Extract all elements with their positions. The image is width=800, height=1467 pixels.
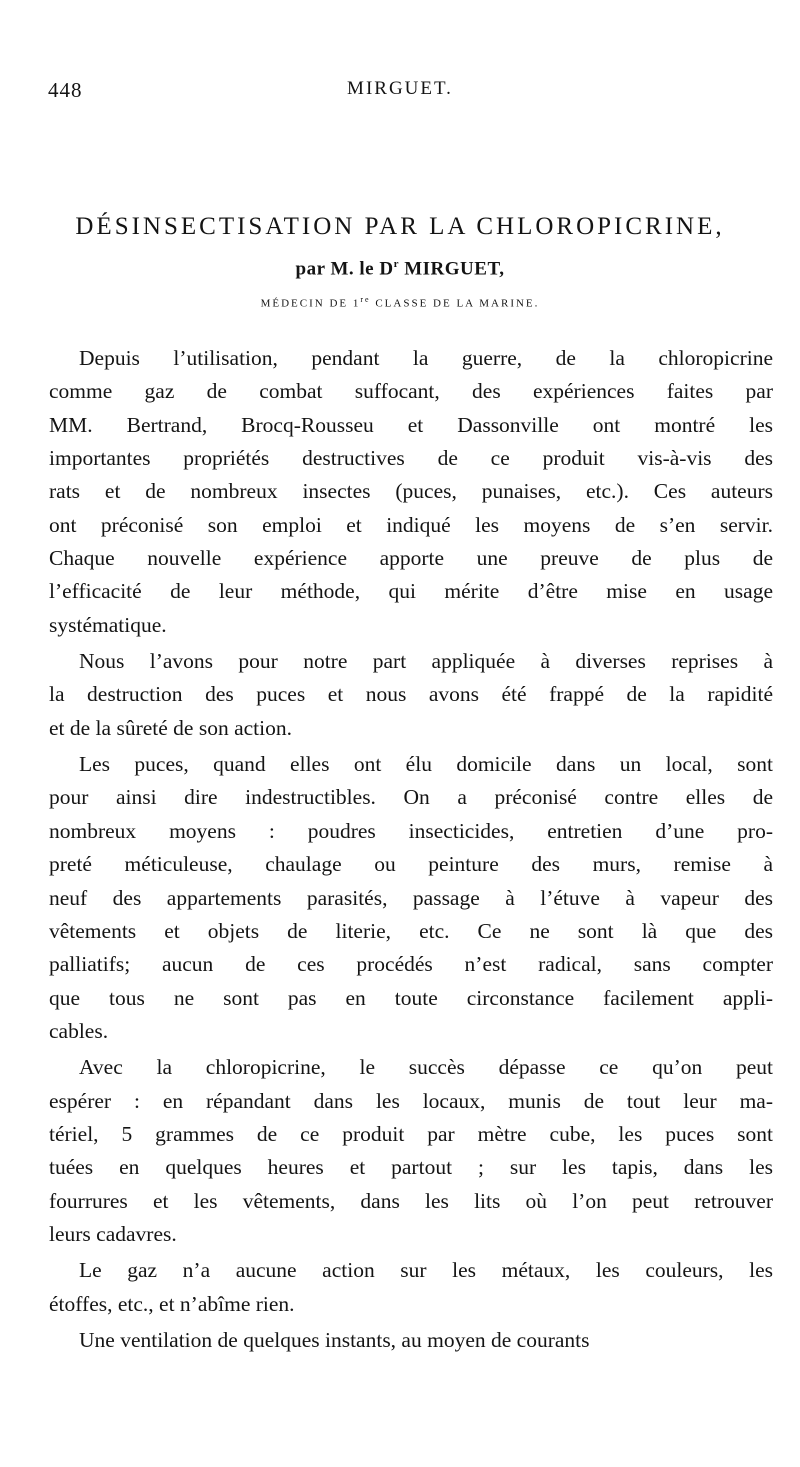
text-line: comme gaz de combat suffocant, des expériences faites par <box>49 379 773 404</box>
text-line: Chaque nouvelle expérience apporte une preuve de plus de <box>49 546 773 571</box>
text-line: tuées en quelques heures et partout ; sur les tapis, dans les <box>49 1155 773 1180</box>
text-line: espérer : en répandant dans les locaux, munis de tout leur ma- <box>49 1088 773 1113</box>
text-line: neuf des appartements parasités, passage à l’étuve à vapeur des <box>49 885 773 910</box>
text-line: importantes propriétés destructives de ce produit vis-à-vis des <box>49 446 773 471</box>
byline-author: MIRGUET, <box>398 258 505 280</box>
text-line: tériel, 5 grammes de ce produit par mètre cube, les puces sont <box>49 1121 773 1146</box>
text-line: Nous l’avons pour notre part appliquée à diverses reprises à <box>79 649 773 674</box>
article-title: DÉSINSECTISATION PAR LA CHLOROPICRINE, <box>75 212 725 240</box>
text-line: Depuis l’utilisation, pendant la guerre, de la chloropicrine <box>79 346 773 370</box>
text-line: nombreux moyens : poudres insecticides, entretien d’une pro- <box>49 818 773 843</box>
paragraph <box>49 645 773 745</box>
text-line: vêtements et objets de literie, etc. Ce ne sont là que des <box>49 918 773 943</box>
text-line: pour ainsi dire indestructibles. On a préconisé contre elles de <box>49 785 773 810</box>
text-line: Les puces, quand elles ont élu domicile dans un local, sont <box>79 752 773 777</box>
text-line: que tous ne sont pas en toute circonstance facilement appli- <box>49 985 773 1010</box>
text-line: la destruction des puces et nous avons été frappé de la rapidité <box>49 682 773 707</box>
paragraph <box>49 1254 773 1321</box>
paragraph <box>49 342 773 642</box>
byline-prefix: par M. le D <box>295 258 394 280</box>
text-line: et de la sûreté de son action. <box>49 715 292 740</box>
text-line: ont préconisé son emploi et indiqué les moyens de s’en servir. <box>49 512 773 537</box>
running-title: MIRGUET. <box>347 78 453 99</box>
text-line: cables. <box>49 1018 109 1043</box>
text-line: MM. Bertrand, Brocq-Rousseu et Dassonville ont montré les <box>49 412 773 437</box>
text-line: étoffes, etc., et n’abîme rien. <box>49 1291 295 1316</box>
affiliation-superscript: re <box>360 295 371 304</box>
text-line: Avec la chloropicrine, le succès dépasse ce qu’on peut <box>79 1055 773 1080</box>
text-line: fourrures et les vêtements, dans les lits où l’on peut retrouver <box>49 1188 773 1213</box>
paragraph <box>49 748 773 1048</box>
text-line: palliatifs; aucun de ces procédés n’est radical, sans compter <box>49 952 773 977</box>
byline-superscript: r <box>393 258 399 270</box>
text-line: Une ventilation de quelques instants, au moyen de courants <box>79 1327 590 1352</box>
affiliation-suffix: CLASSE DE LA MARINE. <box>370 297 540 310</box>
author-affiliation <box>0 295 800 310</box>
text-line: Le gaz n’a aucune action sur les métaux, les couleurs, les <box>79 1258 773 1283</box>
paragraph <box>49 1324 773 1357</box>
page-number: 448 <box>48 78 83 102</box>
article-body <box>49 342 773 1357</box>
running-head <box>48 78 752 108</box>
text-line: l’efficacité de leur méthode, qui mérite d’être mise en usage <box>49 579 773 604</box>
paragraph <box>49 1051 773 1251</box>
text-line: rats et de nombreux insectes (puces, punaises, etc.). Ces auteurs <box>49 479 773 504</box>
text-line: preté méticuleuse, chaulage ou peinture des murs, remise à <box>49 852 773 877</box>
text-line: systématique. <box>49 612 167 637</box>
author-byline <box>0 258 800 280</box>
text-line: leurs cadavres. <box>49 1221 177 1246</box>
affiliation-prefix: MÉDECIN DE 1 <box>260 297 361 310</box>
